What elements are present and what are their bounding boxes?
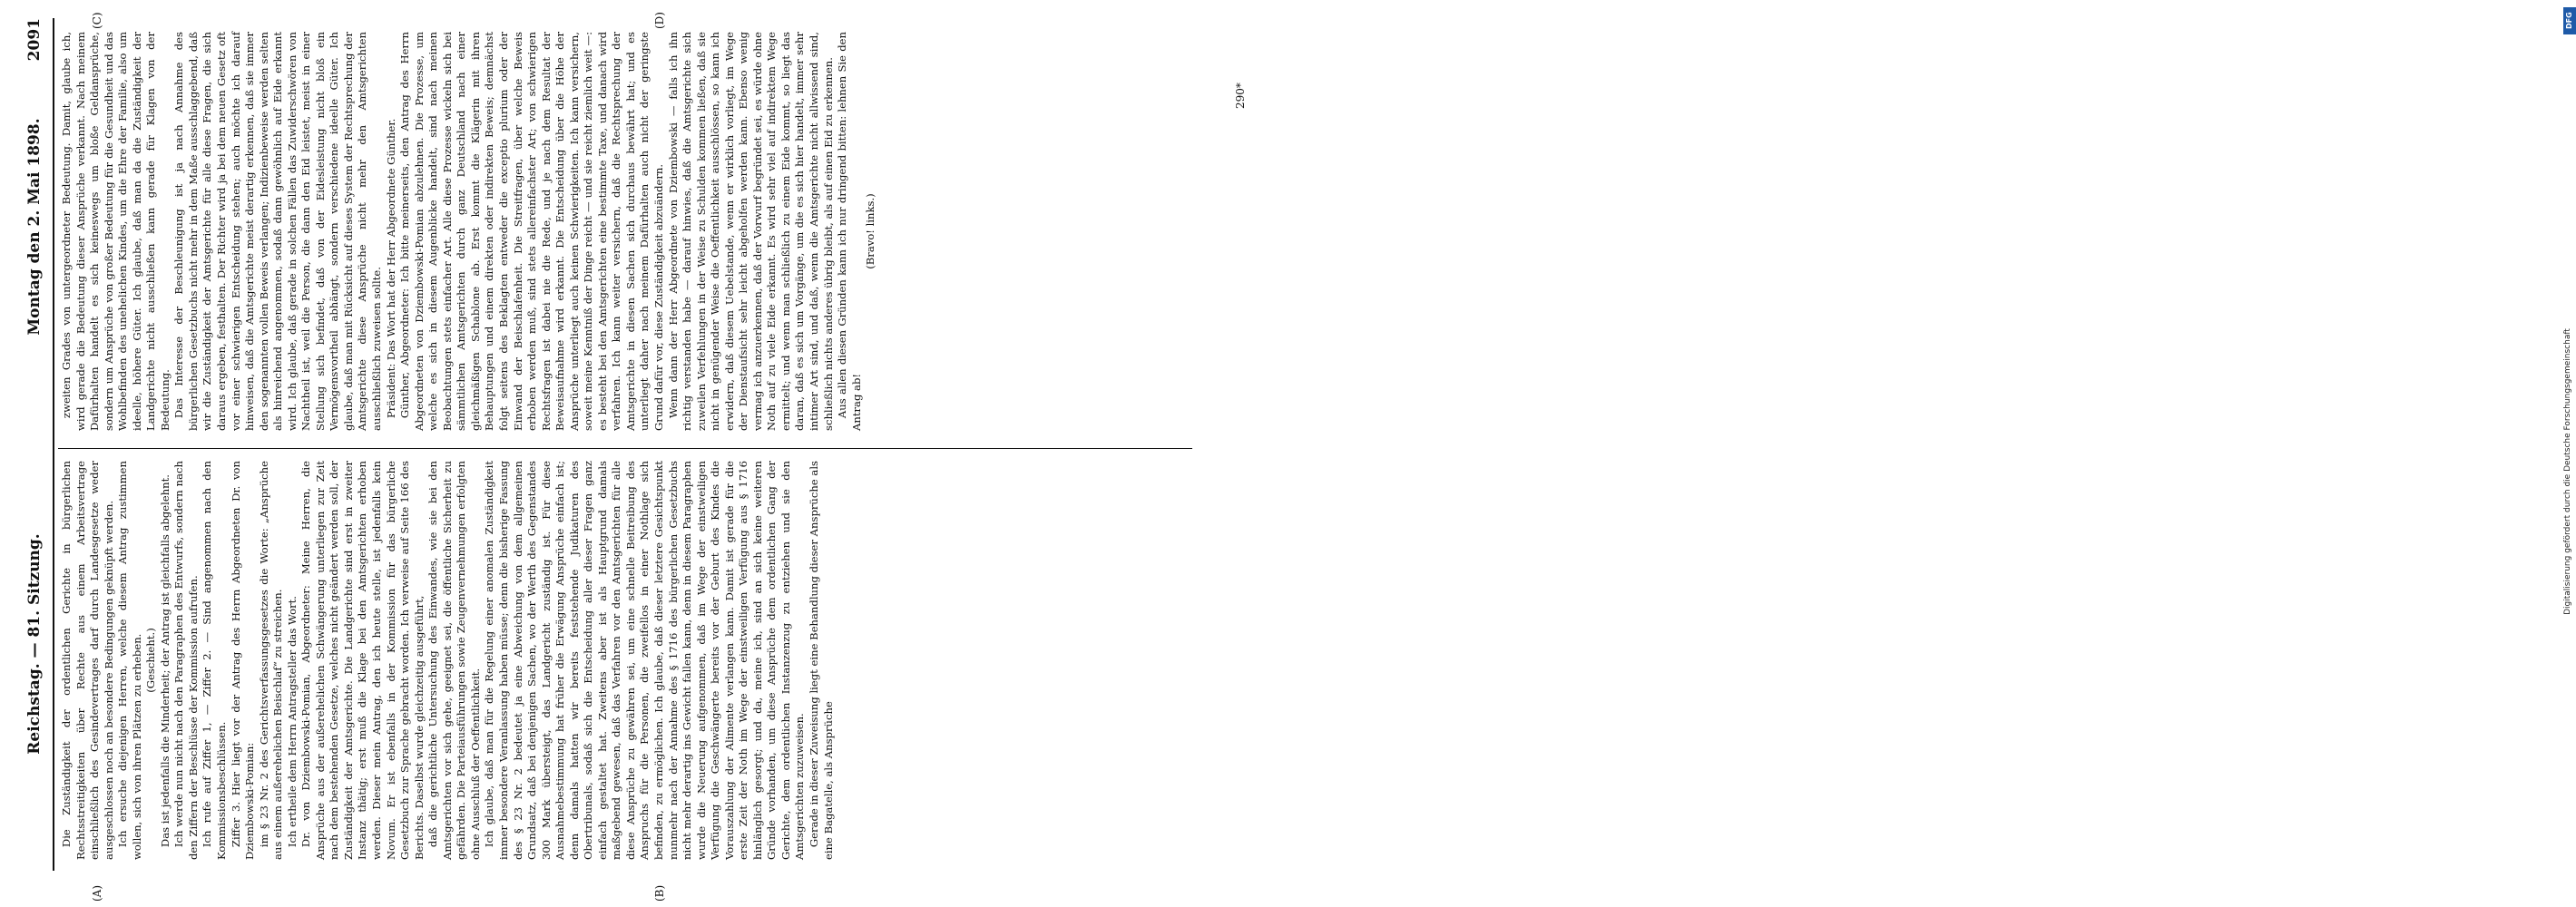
paragraph: Wenn dann der Herr Abgeordnete von Dziembowski — falls ich ihn richtig verstanden habe — darauf hinwies, daß die Amtsgerichte sich zuweilen Verfehlungen in der Weise zu Schulden kommen ließen, daß sie nicht in genügender Weise die Oeffentlichkeit ausschlössen, so kann ich erwidern, daß diesem Uebelstande, wenn er wirklich vorliegt, im Wege der Dienstaufsicht sehr leicht abgeholfen werden kann. Ebenso wenig vermag ich anzuerkennen, daß der Vorwurf begründet sei, es würde ohne Noth auf zu viele Eide erkannt. Es wird sehr viel auf indirektem Wege ermittelt; und wenn man schließlich zu einem Eide kommt, so liegt das daran, daß es sich um Vorgänge, um die es sich hier handelt, immer sehr intimer Art sind, und daß, wenn die Amtsgerichte nicht allwissend sind, schließlich nichts anderes übrig bleibt, als auf einen Eid zu erkennen.	[666, 32, 835, 431]
paragraph: Ich werde nun nicht nach den Paragraphen des Entwurfs, sondern nach den Ziffern der Beschlüsse der Kommission aufrufen.	[172, 461, 200, 860]
column-left	[60, 461, 1185, 860]
page-number: 2091	[25, 18, 44, 62]
paragraph: Dr. von Dziembowski-Pomian, Abgeordneter: Meine Herren, die Ansprüche aus der außerehelichen Schwängerung unterliegen zur Zeit nach dem bestehenden Gesetze, welches nicht geändert werden soll, der Zuständigkeit der Amtsgerichte. Die Landgerichte sind erst in zweiter Instanz thätig; erst muß die Klage bei den Amtsgerichten erhoben werden. Dieser mein Antrag, den ich heute stelle, ist jedenfalls kein Novum. Er ist ebenfalls in der Kommission für das bürgerliche Gesetzbuch zur Sprache gebracht worden. Ich verweise auf Seite 166 des Berichts. Daselbst wurde gleichzeitig ausgeführt,	[299, 461, 426, 860]
paragraph: im § 23 Nr. 2 des Gerichtsverfassungsgesetzes die Worte: „Ansprüche aus einem außerehelichen Beischlaf“ zu streichen.	[257, 461, 285, 860]
paragraph: Aus allen diesen Gründen kann ich nur dringend bitten: lehnen Sie den Antrag ab!	[836, 32, 863, 431]
dfg-logo: DFG	[2563, 7, 2576, 34]
running-head-left: Reichstag. — 81. Sitzung.	[25, 533, 44, 755]
paragraph: Ziffer 3. Hier liegt vor der Antrag des Herrn Abgeordneten Dr. von Dziembowski-Pomian:	[229, 461, 257, 860]
paragraph: Die Zuständigkeit der ordentlichen Gerichte in bürgerlichen Rechtsstreitigkeiten über Rechte aus einem Arbeitsvertrage einschließlich des Gesindevertrages darf durch Landesgesetze weder ausgeschlossen noch an besondere Bedingungen geknüpft werden.	[60, 461, 115, 860]
dfg-credit-text: Digitalisierung gefördert durch die Deutsche Forschungsgemeinschaft	[2563, 328, 2572, 615]
column-divider	[58, 448, 1192, 449]
dfg-strip	[1278, 0, 2573, 907]
paragraph: Gerade in dieser Zuweisung liegt eine Behandlung dieser Ansprüche als eine Bagatelle, als Ansprüche	[807, 461, 835, 860]
rotated-page	[0, 0, 1270, 907]
paragraph: (Bravo! links.)	[864, 193, 877, 269]
paragraph: Präsident: Das Wort hat der Herr Abgeordnete Günther.	[384, 118, 397, 419]
paragraph: Ich ertheile dem Herrn Antragsteller das Wort.	[285, 596, 299, 848]
paragraph: Ich ersuche diejenigen Herren, welche diesem Antrag zustimmen wollen, sich von ihren Plätzen zu erheben.	[116, 461, 143, 860]
paragraph: Das Interesse der Beschleunigung ist ja nach Annahme des bürgerlichen Gesetzbuchs nicht mehr in dem Maße ausschlaggebend, daß wir die Zuständigkeit der Amtsgerichte für alle diese Fragen, die sich daraus ergeben, festhalten. Der Richter wird ja bei dem neuen Gesetz oft vor einer schwierigen Entscheidung stehen; auch möchte ich darauf hinweisen, daß die Amtsgerichte meist derartig erkennen, daß sie immer den sogenannten vollen Beweis verlangen; Indizienbeweise werden selten als hinreichend angenommen, sodaß dann gewöhnlich auf Eide erkannt wird. Ich glaube, daß gerade in solchen Fällen das Zuwiderschwören von Nachtheil ist, weil die Person, die dann den Eid leistet, meist in einer Stellung sich befindet, daß von der Eidesleistung nicht bloß ein Vermögensvortheil abhängt, sondern verschiedene ideelle Güter. Ich glaube, daß man mit Rücksicht auf dieses System der Rechtsprechung der Amtsgerichte diese Ansprüche nicht mehr den Amtsgerichten ausschließlich zuweisen sollte.	[172, 32, 384, 431]
paragraph: zweiten Grades von untergeordneter Bedeutung. Damit, glaube ich, wird gerade die Bedeutung dieser Ansprüche verkannt. Nach meinem Dafürhalten handelt es sich keineswegs um bloße Geldansprüche, sondern um Ansprüche von großer Bedeutung für die Gesundheit und das Wohlbefinden des unehelichen Kindes, um die Ehre der Familie, also um ideelle, höhere Güter. Ich glaube, daß man da die Zuständigkeit der Landgerichte nicht ausschließen kann gerade für Klagen von der Bedeutung.	[60, 32, 171, 431]
paragraph: Ich rufe auf Ziffer 1, — Ziffer 2. — Sind angenommen nach den Kommissionsbeschlüssen.	[201, 461, 229, 860]
paragraph: (Geschieht.)	[144, 628, 158, 693]
margin-letter-a: (A)	[91, 884, 103, 902]
paragraph: Ich glaube, daß man für die Regelung einer anomalen Zuständigkeit immer besondere Veranlassung haben müsse; denn die bisherige Fassung des § 23 Nr. 2 bedeutet ja eine Abweichung von dem allgemeinen Grundsatz, daß bei denjenigen Sachen, wo der Werth des Gegenstandes 300 Mark übersteigt, das Landgericht zuständig ist. Für diese Ausnahmebestimmung hat früher die Erwägung Ansprüche einfach ist; denn damals hatten wir bereits feststehende Judikaturen des Obertribunals, sodaß sich die Entscheidung aller dieser Fragen ganz einfach gestaltet hat. Zweitens aber ist als Hauptgrund damals maßgebend gewesen, daß das Verfahren vor den Amtsgerichten für alle diese Ansprüche zu gewähren sei, um eine schnelle Beitreibung des Anspruchs für die Personen, die zweifellos in einer Nothlage sich befinden, zu ermöglichen. Ich glaube, daß dieser letztere Gesichtspunkt nunmehr nach der Annahme des § 1716 des bürgerlichen Gesetzbuchs nicht mehr derartig ins Gewicht fallen kann, denn in diesem Paragraphen wurde die Neuerung aufgenommen, daß im Wege der einstweiligen Verfügung die Geschwängerte bereits vor der Geburt des Kindes die Vorauszahlung der Alimente verlangen kann. Damit ist gerade für die erste Zeit der Noth im Wege der einstweiligen Verfügung aus § 1716 hinlänglich gesorgt; und da, meine ich, sind an sich keine weiteren Gründe vorhanden, um diese Ansprüche dem ordentlichen Gang der Gerichte, dem ordentlichen Instanzenzug zu entziehen und sie den Amtsgerichten zuzuweisen.	[483, 461, 807, 860]
paragraph: Günther, Abgeordneter: Ich bitte meinerseits, den Antrag des Herrn Abgeordneten von Dziembowski-Pomian abzulehnen. Die Prozesse, um welche es sich in diesem Augenblicke handelt, sind nach meinen Beobachtungen stets einfacher Art. Alle diese Prozesse wickeln sich bei sämmtlichen Amtsgerichten durch ganz Deutschland nach einer gleichmäßigen Schablone ab. Erst kommt die Klägerin mit ihren Behauptungen und einem direkten oder indirekten Beweis; demnächst folgt seitens des Beklagten entweder die exceptio plurium oder der Einwand der Beischlafenheit. Die Streitfragen, über welche Beweis erhoben werden muß, sind stets allereinfachster Art; von schwierigen Rechtsfragen ist dabei nie die Rede, und je nach dem Resultat der Beweisaufnahme wird erkannt. Die Entscheidung über die Höhe der Ansprüche unterliegt auch keinen Schwierigkeiten. Ich kann versichern, soweit meine Kenntniß der Dinge reicht — und sie reicht ziemlich weit —: es besteht bei den Amtsgerichten eine bestimmte Taxe, und danach wird verfahren. Ich kann weiter versichern, daß die Rechtsprechung der Amtsgerichte in diesen Sachen sich durchaus bewährt hat; und es unterliegt daher nach meinem Dafürhalten auch nicht der geringste Grund dafür vor, diese Zuständigkeit abzuändern.	[398, 32, 665, 431]
paragraph: Das ist jedenfalls die Minderheit; der Antrag ist gleichfalls abgelehnt.	[158, 474, 171, 848]
column-right	[60, 32, 1185, 431]
running-head-right: Montag den 2. Mai 1898.	[25, 118, 44, 336]
margin-letter-b: (B)	[653, 884, 666, 902]
paragraph: daß die gerichtliche Untersuchung des Einwandes, wie sie bei den Amtsgerichten vor sich gehe, geeignet sei, die öffentliche Sicherheit zu gefährden. Die Parteiausführungen sowie Zeugenvernehmungen erfolgten ohne Ausschluß der Oeffentlichkeit.	[426, 461, 482, 860]
margin-letter-d: (D)	[653, 12, 666, 29]
header-rule	[53, 18, 54, 871]
signature-mark: 290*	[1234, 83, 1247, 109]
margin-letter-c: (C)	[91, 12, 103, 29]
